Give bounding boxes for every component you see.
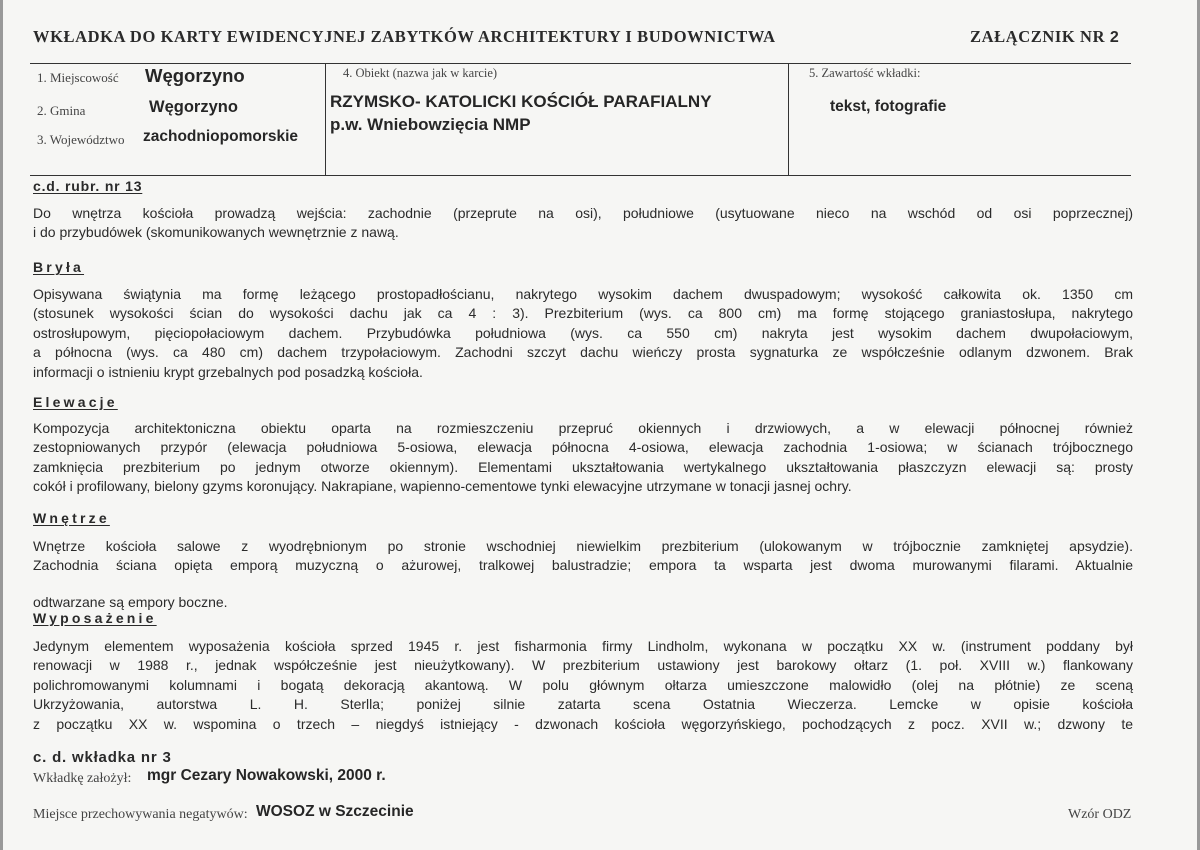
wyposazenie-paragraph	[33, 637, 1133, 734]
table-bottom-rule	[30, 175, 1131, 176]
object-name-line1: RZYMSKO- KATOLICKI KOŚCIÓŁ PARAFIALNY	[330, 92, 712, 111]
table-divider	[325, 64, 326, 176]
voivodeship-label: 3. Województwo	[37, 132, 125, 147]
locality-value: Węgorzyno	[145, 65, 245, 86]
commune-label: 2. Gmina	[37, 103, 86, 118]
text-line: Kompozycja architektoniczna obiektu oparta na rozmieszczeniu przepruć okiennych i drzwiowych, a w elewacji północnej również	[33, 420, 1133, 436]
rubric-paragraph	[33, 204, 1133, 243]
content-value: tekst, fotografie	[830, 98, 947, 115]
text-line: renowacji w 1988 r., jednak współcześnie jest nieużytkowany). W prezbiterium ustawiony jest barokowy ołtarz (1. poł. XVIII w.) flankowany	[33, 657, 1133, 674]
text-line: i do przybudówek (skomunikowanych wewnętrznie z nawą.	[33, 224, 399, 241]
wnetrze-paragraph	[33, 537, 1133, 576]
text-line: Ukrzyżowania, autorstwa L. H. Sterlla; poniżej silnie zatarta scena Ostatnia Wieczerza. Lemcke w opisie kościoła	[33, 696, 1133, 713]
bryla-heading: Bryła	[33, 259, 85, 275]
text-line: cokół i profilowany, bielony gzyms koronujący. Nakrapiane, wapienno-cementowe tynki elewacyjne utrzymane w tonacji jasnej ochry.	[33, 478, 852, 495]
form-title: WKŁADKA DO KARTY EWIDENCYJNEJ ZABYTKÓW ARCHITEKTURY I BUDOWNICTWA	[33, 27, 776, 46]
object-label: 4. Obiekt (nazwa jak w karcie)	[343, 66, 498, 80]
text-line: Zachodnia ściana opięta emporą muzyczną o ażurowej, tralkowej balustradzie; empora ta wsparta jest dwoma murowanymi filarami. Aktualnie	[33, 557, 1133, 574]
text-line: informacji o istnieniu krypt grzebalnych pod posadzką kościoła.	[33, 363, 423, 380]
scan-edge	[0, 0, 3, 850]
attachment-number	[970, 27, 1119, 47]
content-label: 5. Zawartość wkładki:	[809, 66, 921, 80]
locality-label: 1. Miejscowość	[37, 70, 119, 85]
text-line: odtwarzane są empory boczne.	[33, 594, 228, 610]
storage-value: WOSOZ w Szczecinie	[256, 803, 414, 820]
text-line: Jedynym elementem wyposażenia kościoła sprzed 1945 r. jest fisharmonia firmy Lindholm, wykonana w początku XX w. (instrument poddany był	[33, 638, 1133, 654]
author-value: mgr Cezary Nowakowski, 2000 r.	[147, 767, 386, 784]
wnetrze-paragraph-end	[33, 593, 1133, 612]
text-line: zestopniowanych przypór (elewacja południowa 5-osiowa, elewacja północna 4-osiowa, elewacja zachodnia 1-osiowa; w ścianach trójbocznego	[33, 439, 1133, 456]
text-line: ostrosłupowym, pięciopołaciowym dachem. Przybudówka południowa (wys. ca 550 cm) nakryta jest wysokim dachem dwupołaciowym,	[33, 324, 1133, 341]
object-name-line2: p.w. Wniebowzięcia NMP	[330, 115, 531, 134]
attachment-value: 2	[1109, 29, 1120, 46]
voivodeship-value: zachodniopomorskie	[143, 128, 299, 145]
text-line: z początku XX w. wspomina o trzech – niegdyś istniejący - dzwonach kościoła węgorzyńskiego, pochodzących z pocz. XVII w.; dzwony te	[33, 715, 1133, 732]
author-label: Wkładkę założył:	[33, 771, 132, 786]
wyposazenie-heading: Wyposażenie	[33, 610, 157, 626]
text-line: polichromowanymi kolumnami i bogatą dekoracją akantową. W polu głównym ołtarza umieszczone malowidło (olej na płótnie) ze sceną	[33, 676, 1133, 693]
text-line: Wnętrze kościoła salowe z wyodrębnionym po stronie wschodniej niewielkim prezbiterium (ulokowanym w trójbocznie zamkniętej apsydzie).	[33, 538, 1133, 554]
storage-label: Miejsce przechowywania negatywów:	[33, 807, 248, 822]
text-line: a północna (wys. ca 480 cm) dachem trzypołaciowym. Zachodni szczyt dachu wieńczy prosta sygnaturka ze współcześnie odlanym dzwonem. Brak	[33, 344, 1133, 361]
elewacje-heading: Elewacje	[33, 394, 118, 410]
table-top-rule	[30, 63, 1131, 64]
text-line: zamknięcia prezbiterium po jednym otworze okiennym). Elementami ukształtowania wertykalnego ukształtowania płaszczyzn elewacji są: prosty	[33, 458, 1133, 475]
continued-note: c. d. wkładka nr 3	[33, 749, 172, 766]
template-id: Wzór ODZ	[1068, 807, 1132, 822]
text-line: Do wnętrza kościoła prowadzą wejścia: zachodnie (przeprute na osi), południowe (usytuowane nieco na wschód od osi poprzecznej)	[33, 205, 1133, 221]
wnetrze-heading: Wnętrze	[33, 510, 110, 526]
table-divider	[788, 64, 789, 176]
commune-value: Węgorzyno	[149, 98, 238, 116]
bryla-paragraph	[33, 285, 1133, 382]
elewacje-paragraph	[33, 419, 1133, 497]
text-line: Opisywana świątynia ma formę leżącego prostopadłościanu, nakrytego wysokim dachem dwuspadowym; wysokość całkowita ok. 1350 cm	[33, 286, 1133, 302]
text-line: (stosunek wysokości ścian do wysokości dachu jak ca 4 : 3). Prezbiterium (wys. ca 800 cm) ma formę stojącego graniastosłupa, nakrytego	[33, 305, 1133, 322]
attachment-label: ZAŁĄCZNIK NR	[970, 27, 1106, 46]
rubric-heading: c.d. rubr. nr 13	[33, 178, 143, 194]
